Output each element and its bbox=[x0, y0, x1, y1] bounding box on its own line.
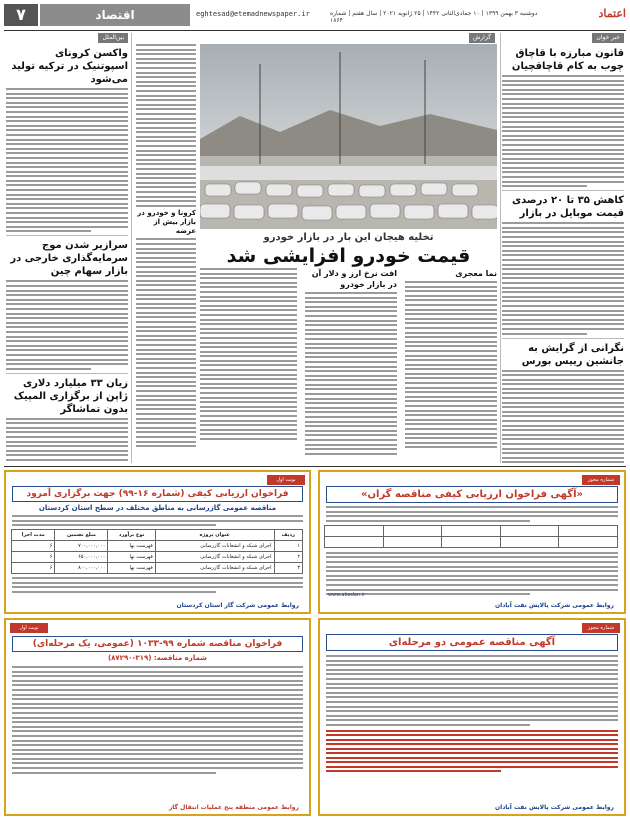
table-header: ردیف bbox=[274, 530, 302, 541]
ad-footer: روابط عمومی شرکت پالایش نفت آبادان bbox=[495, 602, 614, 609]
table-cell: اجرای شبکه و انشعابات گازرسانی bbox=[155, 552, 274, 563]
story-subhead: افت نرخ ارز و دلار آن در بازار خودرو bbox=[311, 269, 397, 289]
tender-ad-two-stage bbox=[318, 618, 626, 816]
divider bbox=[6, 373, 128, 374]
parking-lot-image bbox=[200, 44, 497, 229]
table-cell: فهرست بها bbox=[108, 563, 155, 574]
article-body bbox=[6, 418, 128, 463]
table-cell: فهرست بها bbox=[108, 541, 155, 552]
table-cell: ۶ bbox=[12, 552, 55, 563]
newspaper-logo: اعتماد bbox=[598, 7, 626, 20]
article-body bbox=[502, 370, 624, 464]
table-header: مبلغ تضمین bbox=[55, 530, 108, 541]
story-byline: نما معجری bbox=[455, 269, 497, 278]
story-continuation bbox=[136, 44, 196, 464]
ad-website: www.abadan.ir bbox=[328, 592, 366, 598]
ad-title: فراخوان ارزیابی کیفی (شماره ۱۶-۹۹) جهت برگزاری آمرود bbox=[12, 486, 303, 502]
tender-ad-kurdistan-gas bbox=[4, 470, 311, 614]
article-headline: کاهش ۳۵ تا ۲۰ درصدی قیمت موبایل در بازار bbox=[511, 195, 624, 220]
left-column bbox=[6, 33, 128, 463]
article-headline: قانون مبارزه با قاچاق چوب به کام قاچاقچیان bbox=[511, 48, 624, 72]
column-tag: گزارش bbox=[469, 33, 495, 43]
tender-ad-abadan-refinery bbox=[318, 470, 626, 614]
article-headline: واکسن کرونای اسپوتنیک در ترکیه تولید می‌شود bbox=[11, 48, 128, 85]
article-body bbox=[502, 75, 624, 187]
divider bbox=[6, 235, 128, 236]
page-number: ۷ bbox=[4, 4, 38, 26]
ad-badge: نوبت اول bbox=[267, 475, 305, 485]
table-row bbox=[12, 552, 303, 563]
section-title: اقتصاد bbox=[40, 4, 190, 26]
tender-ad-gas-transmission bbox=[4, 618, 311, 816]
story-kicker: تخلیه هیجان این بار در بازار خودرو bbox=[263, 232, 434, 243]
masthead bbox=[0, 0, 630, 30]
table-cell: ۶ bbox=[12, 563, 55, 574]
ad-title: آگهی مناقصه عمومی دو مرحله‌ای bbox=[326, 634, 618, 651]
table-cell: ۶۵۰,۰۰۰,۰۰۰ bbox=[55, 552, 108, 563]
ad-title: «آگهی فراخوان ارزیابی کیفی مناقصه گران» bbox=[326, 486, 618, 503]
ad-footer: روابط عمومی منطقه پنج عملیات انتقال گاز bbox=[168, 804, 299, 811]
email-address: eghtesad@etemadnewspaper.ir bbox=[196, 10, 310, 18]
article-headline: زیان ۳۳ میلیارد دلاری ژاپن از برگزاری المپیک بدون تماشاگر bbox=[13, 377, 128, 415]
table-cell: فهرست بها bbox=[108, 552, 155, 563]
table-cell: ۶ bbox=[12, 541, 55, 552]
article-body bbox=[6, 280, 128, 369]
table-cell: ۳ bbox=[274, 563, 302, 574]
table-cell: اجرای شبکه و انشعابات گازرسانی bbox=[155, 563, 274, 574]
article-body bbox=[502, 222, 624, 334]
article-body bbox=[6, 88, 128, 232]
table-cell: اجرای شبکه و انشعابات گازرسانی bbox=[155, 541, 274, 552]
ad-badge: نوبت اول bbox=[10, 623, 48, 633]
column-tag: بین‌الملل bbox=[98, 33, 128, 43]
cars-parking-photo bbox=[200, 44, 497, 229]
table-cell: ۲ bbox=[274, 552, 302, 563]
table-cell: ۱ bbox=[274, 541, 302, 552]
article-headline: نگرانی از گرایش به جانشین رییس بورس bbox=[521, 342, 624, 367]
tender-table bbox=[11, 529, 303, 574]
ad-badge: شماره مجوز bbox=[582, 475, 620, 485]
right-column bbox=[502, 33, 624, 463]
table-header: مدت اجرا bbox=[12, 530, 55, 541]
ad-subtitle: شماره مناقصه: (۳۱۹-۸۷۲۹۰) bbox=[107, 654, 208, 662]
story-body bbox=[200, 268, 497, 463]
table-cell: ۷۰۰,۰۰۰,۰۰۰ bbox=[55, 541, 108, 552]
divider bbox=[502, 338, 624, 339]
ad-subtitle: مناقصه عمومی گازرسانی به مناطق مختلف در سطح استان کردستان bbox=[38, 504, 277, 512]
ad-footer: روابط عمومی شرکت پالایش نفت آبادان bbox=[495, 804, 614, 811]
date-line: دوشنبه ۳ بهمن ۱۳۹۹ | ۱۰ جمادی‌الثانی ۱۴۴۲ | ۲۵ ژانویه ۲۰۲۱ | سال هفتم | شماره ۱۸۶۴ bbox=[330, 10, 538, 24]
table-row bbox=[12, 563, 303, 574]
table-row bbox=[12, 541, 303, 552]
story-subhead: کرونا و خودرو در بازار بیش از عرضه bbox=[137, 209, 196, 236]
ad-footer: روابط عمومی شرکت گاز استان کردستان bbox=[176, 602, 299, 609]
masthead-divider bbox=[4, 30, 626, 31]
column-rule bbox=[500, 33, 501, 463]
story-headline: قیمت خودرو افزایشی شد bbox=[226, 245, 471, 267]
table-header: نوع برآورد bbox=[108, 530, 155, 541]
table-header: عنوان پروژه bbox=[155, 530, 274, 541]
table-cell: ۸۰۰,۰۰۰,۰۰۰ bbox=[55, 563, 108, 574]
tender-table bbox=[324, 525, 618, 548]
column-tag: خبر خوان bbox=[592, 33, 624, 43]
ad-badge: شماره مجوز bbox=[582, 623, 620, 633]
divider bbox=[502, 190, 624, 191]
ads-divider bbox=[4, 466, 626, 467]
column-rule bbox=[131, 33, 132, 463]
article-headline: سرازیر شدن موج سرمایه‌گذاری خارجی در بازار سهام چین bbox=[10, 240, 128, 278]
ad-title: فراخوان مناقصه شماره ۹۹-۱۰۳۳ (عمومی، یک مرحله‌ای) bbox=[12, 636, 303, 652]
